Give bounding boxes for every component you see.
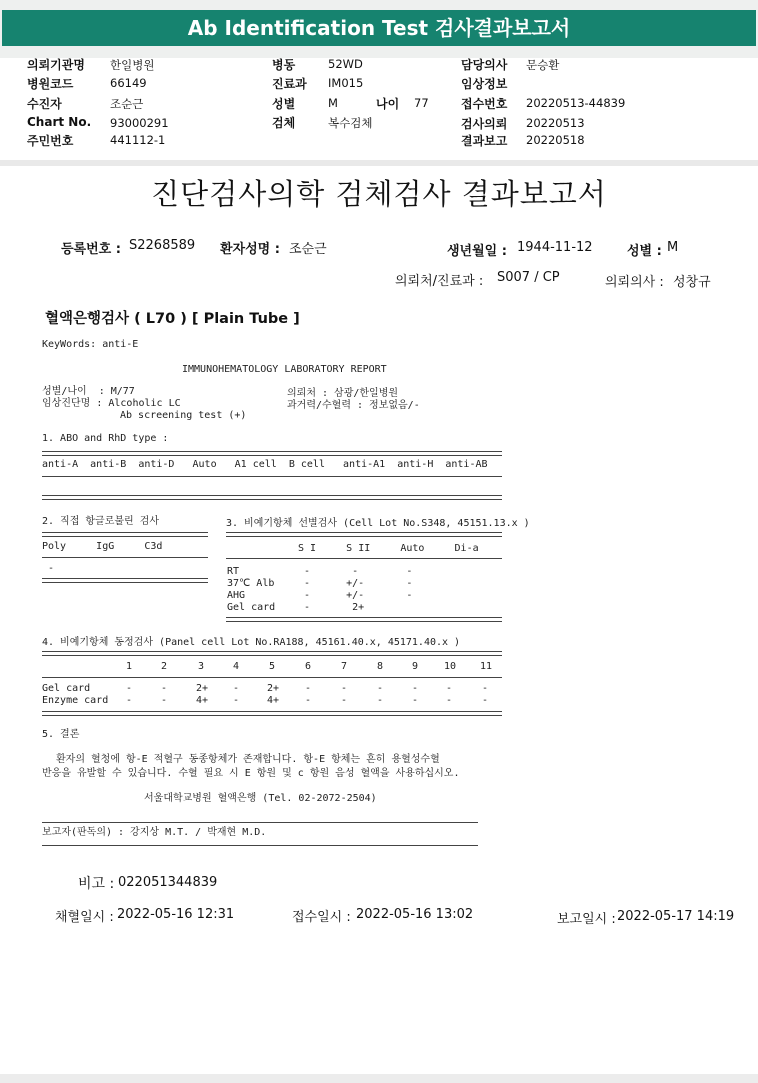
panel-column-header: 1: [126, 661, 133, 672]
bottom-band: [0, 1074, 758, 1083]
panel-cell: -: [482, 695, 489, 706]
report-label: 보고일시 :: [557, 912, 616, 927]
conclusion-line-1: 환자의 혈청에 항-E 적혈구 동종항체가 존재합니다. 항-E 항체는 흔히 용혈성수혈: [56, 754, 440, 765]
dat-value: -: [48, 563, 55, 574]
header-value: IM015: [328, 76, 364, 90]
receive-label: 접수일시 :: [292, 910, 351, 925]
banner: [0, 0, 758, 58]
header-value: 20220513: [526, 116, 585, 130]
header-label: 검사의뢰: [461, 117, 508, 131]
phase-values: - 2+: [304, 602, 365, 613]
header-value: 한일병원: [110, 58, 155, 72]
dat-title: 2. 직접 항글로불린 검사: [42, 516, 160, 527]
sex-age: 성별/나이 : M/77: [42, 386, 135, 397]
abo-title: 1. ABO and RhD type :: [42, 433, 169, 444]
header-label: 임상정보: [461, 77, 508, 91]
report-time: 2022-05-17 14:19: [617, 909, 735, 924]
reg-no-label: 등록번호 :: [61, 242, 121, 257]
conclusion-line-2: 반응을 유발할 수 있습니다. 수혈 필요 시 E 항원 및 c 항원 음성 혈액을 사용하십시오.: [42, 768, 460, 779]
header-label: 주민번호: [27, 134, 74, 148]
panel-cell: -: [446, 683, 453, 694]
rule: [42, 677, 502, 678]
sex-label: 성별 :: [627, 244, 662, 259]
diagnosis: 임상진단명 : Alcoholic LC: [42, 398, 181, 409]
header-label: 진료과: [272, 77, 307, 91]
diagnosis-2: Ab screening test (+): [120, 410, 247, 421]
blood-bank-contact: 서울대학교병원 혈액은행 (Tel. 02-2072-2504): [144, 793, 377, 804]
patient-name-label: 환자성명 :: [220, 242, 280, 257]
header-label: 수진자: [27, 97, 62, 111]
header-label: 접수번호: [461, 97, 508, 111]
dob-label: 생년월일 :: [447, 244, 507, 259]
panel-column-header: 3: [198, 661, 205, 672]
panel-cell: -: [305, 695, 312, 706]
patient-name: 조순근: [289, 242, 327, 257]
header-value: 441112-1: [110, 133, 166, 147]
lab-title: IMMUNOHEMATOLOGY LABORATORY REPORT: [182, 364, 387, 375]
rule: [42, 845, 478, 846]
double-rule: [42, 495, 502, 500]
panel-cell: -: [412, 683, 419, 694]
doctor-label: 의뢰의사 :: [605, 275, 664, 290]
double-rule: [226, 532, 502, 537]
history: 과거력/수혈력 : 정보없음/-: [287, 400, 420, 411]
panel-cell: -: [233, 695, 240, 706]
panel-cell: -: [377, 695, 384, 706]
report-title: 진단검사의학 검체검사 결과보고서: [151, 177, 607, 211]
header-value: 조순근: [110, 97, 144, 111]
header-label: 나이: [376, 97, 400, 111]
screening-columns: S I S II Auto Di-a: [298, 543, 479, 554]
header-value: 20220513-44839: [526, 96, 626, 110]
panel-cell: 2+: [267, 683, 280, 694]
panel-column-header: 5: [269, 661, 276, 672]
header-label: 성별: [272, 97, 296, 111]
panel-cell: -: [161, 683, 168, 694]
header-label: 결과보고: [461, 134, 508, 148]
referral: 의뢰처 : 삼광/한일병원: [287, 388, 399, 399]
phase-label: Gel card: [227, 602, 276, 613]
header-label: 병원코드: [27, 77, 74, 91]
panel-cell: -: [126, 695, 133, 706]
banner-title: Ab Identification Test 검사결과보고서: [187, 16, 571, 40]
panel-cell: -: [305, 683, 312, 694]
panel-column-header: 11: [480, 661, 493, 672]
header-value: M: [328, 96, 338, 110]
panel-cell: -: [446, 695, 453, 706]
phase-values: - +/- -: [304, 578, 413, 589]
dept-label: 의뢰처/진료과 :: [395, 274, 484, 289]
sex: M: [667, 240, 679, 255]
panel-column-header: 7: [341, 661, 348, 672]
panel-cell: -: [412, 695, 419, 706]
header-label: Chart No.: [27, 115, 92, 129]
header-label: 담당의사: [461, 58, 508, 72]
phase-label: 37℃ Alb: [227, 578, 275, 589]
panel-cell: -: [482, 683, 489, 694]
double-rule: [42, 532, 208, 537]
panel-cell: -: [341, 683, 348, 694]
collect-label: 채혈일시 :: [55, 910, 114, 925]
doctor: 성창규: [673, 275, 711, 290]
rule: [42, 476, 502, 477]
panel-column-header: 9: [412, 661, 419, 672]
dept: S007 / CP: [497, 270, 560, 285]
panel-cell: 4+: [196, 695, 209, 706]
reg-no: S2268589: [129, 238, 196, 253]
phase-label: AHG: [227, 590, 246, 601]
header-value: 복수검체: [328, 116, 373, 130]
panel-cell: 4+: [267, 695, 280, 706]
reporter: 보고자(판독의) : 강지상 M.T. / 박재현 M.D.: [42, 827, 267, 838]
receive-time: 2022-05-16 13:02: [356, 907, 474, 922]
double-rule: [226, 617, 502, 622]
abo-columns: anti-A anti-B anti-D Auto A1 cell B cell anti-A1 anti-H anti-AB: [42, 459, 488, 470]
phase-label: RT: [227, 566, 240, 577]
dat-columns: Poly IgG C3d: [42, 541, 163, 552]
keywords: KeyWords: anti-E: [42, 339, 139, 350]
header-separator: [0, 160, 758, 166]
double-rule: [42, 451, 502, 456]
header-value: 20220518: [526, 133, 585, 147]
header-label: 검체: [272, 116, 296, 130]
panel-cell: -: [161, 695, 168, 706]
header-value: 문승환: [526, 58, 560, 72]
conclusion-title: 5. 결론: [42, 729, 80, 740]
rule: [42, 822, 478, 823]
header-value: 93000291: [110, 116, 169, 130]
phase-values: - +/- -: [304, 590, 413, 601]
panel-column-header: 6: [305, 661, 312, 672]
panel-column-header: 4: [233, 661, 240, 672]
panel-title: 4. 비예기항체 동정검사 (Panel cell Lot No.RA188, 45161.40.x, 45171.40.x ): [42, 637, 461, 648]
header-label: 병동: [272, 58, 296, 72]
panel-cell: 2+: [196, 683, 209, 694]
double-rule: [42, 651, 502, 656]
collect-time: 2022-05-16 12:31: [117, 907, 235, 922]
panel-row-label: Enzyme card: [42, 695, 109, 706]
dob: 1944-11-12: [517, 240, 593, 255]
rule: [226, 558, 502, 559]
panel-cell: -: [341, 695, 348, 706]
header-value: 66149: [110, 76, 147, 90]
panel-column-header: 2: [161, 661, 168, 672]
panel-cell: -: [126, 683, 133, 694]
double-rule: [42, 578, 208, 583]
phase-values: - - -: [304, 566, 413, 577]
section-heading: 혈액은행검사 ( L70 ) [ Plain Tube ]: [45, 311, 300, 327]
panel-row-label: Gel card: [42, 683, 91, 694]
screening-title: 3. 비예기항체 선별검사 (Cell Lot No.S348, 45151.13.x ): [226, 518, 530, 529]
panel-column-header: 8: [377, 661, 384, 672]
remark-label: 비고 :: [78, 876, 115, 892]
panel-column-header: 10: [444, 661, 457, 672]
panel-cell: -: [233, 683, 240, 694]
panel-cell: -: [377, 683, 384, 694]
rule: [42, 557, 208, 558]
header-label: 의뢰기관명: [27, 58, 85, 72]
remark: 022051344839: [118, 875, 218, 890]
double-rule: [42, 711, 502, 716]
header-value: 52WD: [328, 57, 363, 71]
header-value: 77: [414, 96, 429, 110]
